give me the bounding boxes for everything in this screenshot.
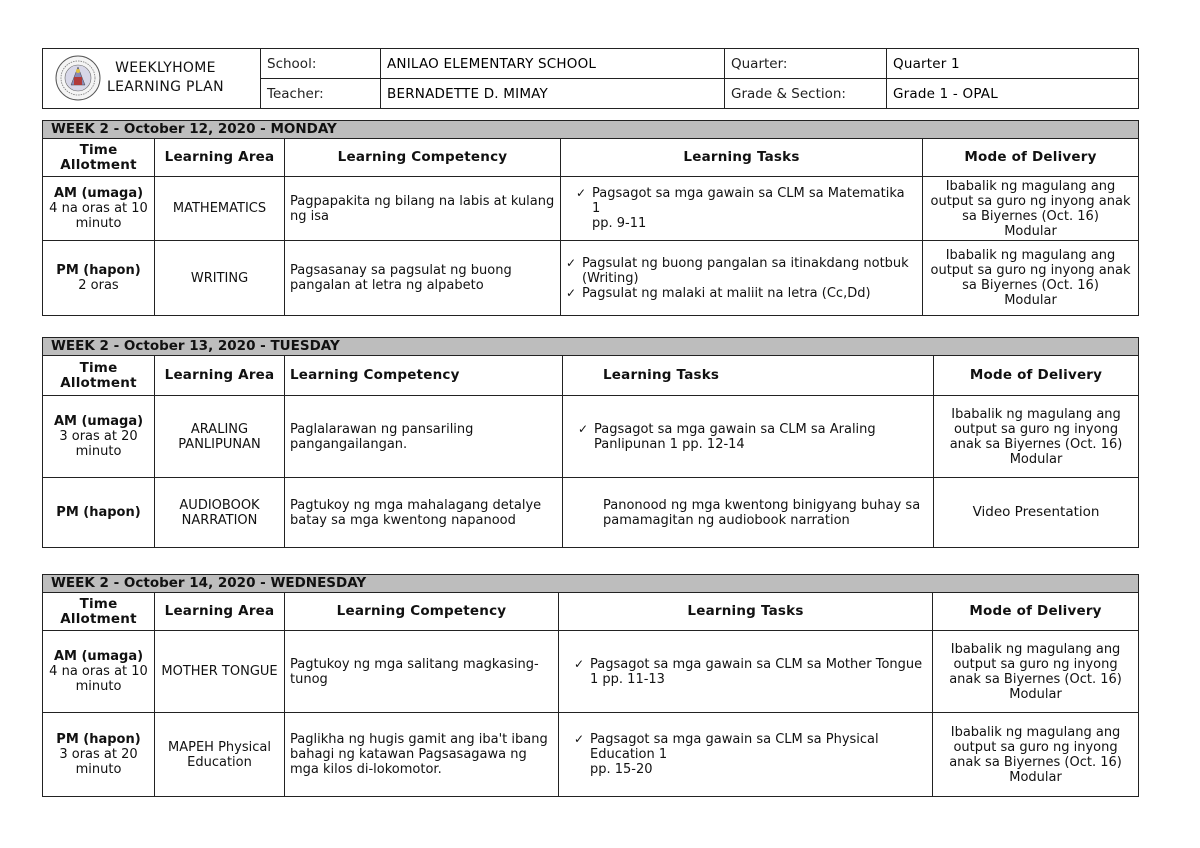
task-text: Pagsulat ng buong pangalan sa itinakdang notbuk (Writing) xyxy=(582,255,909,286)
school-label: School: xyxy=(261,49,381,79)
time-allotment xyxy=(43,241,155,316)
learning-competency: Pagtukoy ng mga salitang magkasing-tunog xyxy=(285,631,559,713)
table-row xyxy=(43,177,1139,241)
time-sub: 3 oras at 20 minuto xyxy=(59,747,138,777)
col-learning-tasks: Learning Tasks xyxy=(559,593,933,631)
time-sub: 4 na oras at 10 minuto xyxy=(49,201,148,231)
learning-area: WRITING xyxy=(155,241,285,316)
grade-value: Grade 1 - OPAL xyxy=(887,79,1139,109)
plan-title-line1: WEEKLYHOME xyxy=(115,60,216,76)
table-row xyxy=(43,241,1139,316)
col-learning-competency: Learning Competency xyxy=(285,139,561,177)
mode-text: Ibabalik ng magulang ang output sa guro ng inyong anak sa Biyernes (Oct. 16) xyxy=(949,641,1122,687)
mode-text: Ibabalik ng magulang ang output sa guro ng inyong anak sa Biyernes (Oct. 16) xyxy=(930,178,1131,224)
time-main: PM (hapon) xyxy=(56,505,141,520)
quarter-value: Quarter 1 xyxy=(887,49,1139,79)
teacher-label: Teacher: xyxy=(261,79,381,109)
mode-text: Ibabalik ng magulang ang output sa guro ng inyong anak sa Biyernes (Oct. 16) xyxy=(949,724,1122,770)
col-time-allotment: Time Allotment xyxy=(43,356,155,396)
col-learning-area: Learning Area xyxy=(155,593,285,631)
learning-competency: Pagsasanay sa pagsulat ng buong pangalan at letra ng alpabeto xyxy=(285,241,561,316)
learning-area: MAPEH Physical Education xyxy=(155,713,285,797)
col-mode-of-delivery: Mode of Delivery xyxy=(934,356,1139,396)
check-icon: ✓ xyxy=(574,732,585,746)
plan-title xyxy=(107,59,224,97)
mode-of-delivery xyxy=(923,241,1139,316)
mode-of-delivery xyxy=(933,631,1139,713)
col-time-allotment: Time Allotment xyxy=(43,139,155,177)
learning-tasks xyxy=(559,713,933,797)
check-icon: ✓ xyxy=(574,656,585,671)
time-main: AM (umaga) xyxy=(53,649,144,664)
time-main: AM (umaga) xyxy=(53,186,144,201)
time-allotment xyxy=(43,177,155,241)
mode-text: Ibabalik ng magulang ang output sa guro ng inyong anak sa Biyernes (Oct. 16) xyxy=(930,248,1131,293)
col-mode-of-delivery: Mode of Delivery xyxy=(933,593,1139,631)
day-title: WEEK 2 - October 13, 2020 - TUESDAY xyxy=(43,338,1139,356)
learning-area: AUDIOBOOK NARRATION xyxy=(155,478,285,548)
task-text-extra: pp. 9-11 xyxy=(592,216,647,231)
day-table-tuesday xyxy=(42,337,1139,548)
col-learning-tasks: Learning Tasks xyxy=(563,356,934,396)
time-main: PM (hapon) xyxy=(56,732,141,747)
learning-competency: Paglalarawan ng pansariling pangangailangan. xyxy=(285,396,563,478)
learning-competency: Paglikha ng hugis gamit ang iba't ibang bahagi ng katawan Pagsasagawa ng mga kilos di-lokomotor. xyxy=(285,713,559,797)
task-text: Pagsagot sa mga gawain sa CLM sa Matematika 1 xyxy=(592,186,905,216)
learning-tasks xyxy=(559,631,933,713)
col-learning-competency: Learning Competency xyxy=(285,356,563,396)
learning-competency: Pagpapakita ng bilang na labis at kulang ng isa xyxy=(285,177,561,241)
mode-type: Modular xyxy=(1009,769,1062,785)
table-row xyxy=(43,396,1139,478)
check-icon: ✓ xyxy=(578,421,589,436)
learning-tasks: Panonood ng mga kwentong binigyang buhay sa pamamagitan ng audiobook narration xyxy=(563,478,934,548)
time-sub: 4 na oras at 10 minuto xyxy=(49,664,148,694)
day-title: WEEK 2 - October 14, 2020 - WEDNESDAY xyxy=(43,575,1139,593)
task-text: Pagsagot sa mga gawain sa CLM sa Mother Tongue 1 pp. 11-13 xyxy=(590,656,923,687)
col-mode-of-delivery: Mode of Delivery xyxy=(923,139,1139,177)
day-table-monday xyxy=(42,120,1139,316)
check-icon: ✓ xyxy=(566,285,577,300)
time-main: PM (hapon) xyxy=(56,263,141,278)
plan-title-line2: LEARNING PLAN xyxy=(107,79,224,95)
learning-area: MOTHER TONGUE xyxy=(155,631,285,713)
learning-tasks xyxy=(563,396,934,478)
day-table-wednesday xyxy=(42,574,1139,797)
mode-text: Ibabalik ng magulang ang output sa guro ng inyong anak sa Biyernes (Oct. 16) xyxy=(949,406,1123,452)
teacher-value: BERNADETTE D. MIMAY xyxy=(381,79,725,109)
time-allotment xyxy=(43,713,155,797)
mode-type: Modular xyxy=(1009,451,1063,467)
check-icon: ✓ xyxy=(566,255,577,270)
time-allotment xyxy=(43,478,155,548)
mode-type: Modular xyxy=(1009,686,1062,702)
mode-of-delivery xyxy=(923,177,1139,241)
col-learning-tasks: Learning Tasks xyxy=(561,139,923,177)
task-text: Pagsulat ng malaki at maliit na letra (Cc,Dd) xyxy=(582,285,871,301)
learning-competency: Pagtukoy ng mga mahalagang detalye batay sa mga kwentong napanood xyxy=(285,478,563,548)
school-value: ANILAO ELEMENTARY SCHOOL xyxy=(381,49,725,79)
col-time-allotment: Time Allotment xyxy=(43,593,155,631)
learning-area: MATHEMATICS xyxy=(155,177,285,241)
learning-tasks xyxy=(561,177,923,241)
learning-tasks xyxy=(561,241,923,316)
mode-type: Modular xyxy=(1004,293,1057,308)
time-allotment xyxy=(43,396,155,478)
time-main: AM (umaga) xyxy=(53,414,144,429)
mode-of-delivery: Video Presentation xyxy=(934,478,1139,548)
time-allotment xyxy=(43,631,155,713)
task-text: Pagsagot sa mga gawain sa CLM sa Araling Panlipunan 1 pp. 12-14 xyxy=(594,421,876,452)
table-row xyxy=(43,713,1139,797)
table-row xyxy=(43,631,1139,713)
task-text-extra: pp. 15-20 xyxy=(590,762,653,777)
col-learning-area: Learning Area xyxy=(155,356,285,396)
learning-area: ARALING PANLIPUNAN xyxy=(155,396,285,478)
day-title: WEEK 2 - October 12, 2020 - MONDAY xyxy=(43,121,1139,139)
mode-of-delivery xyxy=(933,713,1139,797)
grade-label: Grade & Section: xyxy=(725,79,887,109)
col-learning-area: Learning Area xyxy=(155,139,285,177)
col-learning-competency: Learning Competency xyxy=(285,593,559,631)
time-sub: 2 oras xyxy=(78,278,119,293)
deped-seal-icon xyxy=(55,55,101,101)
mode-of-delivery xyxy=(934,396,1139,478)
mode-type: Modular xyxy=(1004,223,1057,239)
title-cell xyxy=(43,49,261,109)
quarter-label: Quarter: xyxy=(725,49,887,79)
header-table xyxy=(42,48,1139,109)
check-icon: ✓ xyxy=(576,186,587,200)
task-text: Pagsagot sa mga gawain sa CLM sa Physical Education 1 xyxy=(590,732,879,762)
time-sub: 3 oras at 20 minuto xyxy=(59,429,138,459)
table-row xyxy=(43,478,1139,548)
